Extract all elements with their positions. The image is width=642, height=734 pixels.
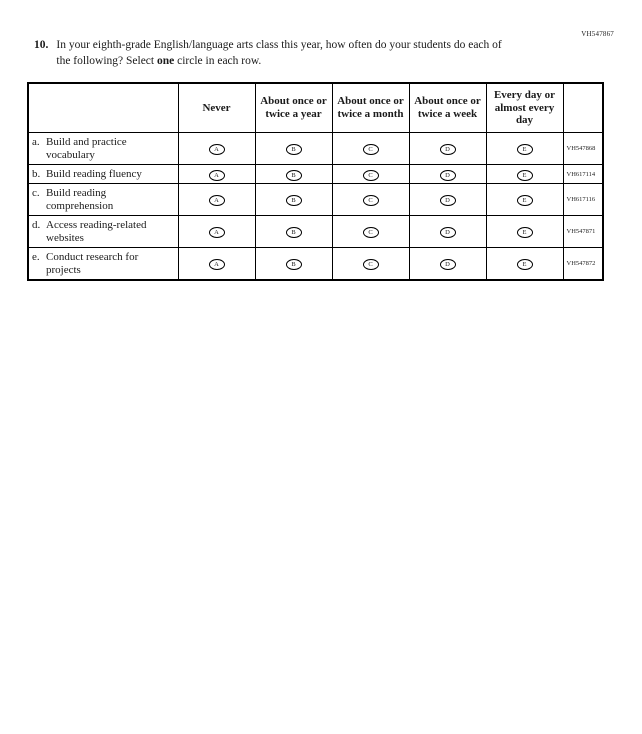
row-text: Access reading-related websites — [46, 218, 147, 244]
option-cell — [409, 133, 486, 165]
option-cell — [486, 248, 563, 281]
option-cell — [332, 165, 409, 184]
row-text: Build and practice vocabulary — [46, 135, 127, 161]
option-cell — [409, 248, 486, 281]
table-row — [28, 216, 603, 248]
row-item-code: VH547868 — [563, 133, 603, 165]
row-letter: c. — [32, 186, 40, 199]
row-letter: a. — [32, 135, 40, 148]
answer-bubble[interactable]: B — [286, 227, 302, 238]
option-cell — [486, 184, 563, 216]
response-matrix — [27, 82, 604, 281]
row-letter: d. — [32, 218, 41, 231]
answer-bubble[interactable]: E — [517, 227, 533, 238]
option-cell — [486, 216, 563, 248]
option-cell — [332, 216, 409, 248]
column-header-never: Never — [178, 83, 255, 133]
option-cell — [409, 184, 486, 216]
header-row — [28, 83, 603, 133]
row-item-code: VH617116 — [563, 184, 603, 216]
column-header-month: About once or twice a month — [332, 83, 409, 133]
question-text-part1: In your eighth-grade English/language arts class this year, how often do your students do each of the following? Select — [56, 39, 502, 67]
row-label-d — [28, 216, 178, 248]
option-cell — [332, 133, 409, 165]
answer-bubble[interactable]: B — [286, 195, 302, 206]
answer-bubble[interactable]: D — [440, 259, 456, 270]
header-code-cell — [563, 83, 603, 133]
answer-bubble[interactable]: E — [517, 195, 533, 206]
answer-bubble[interactable]: B — [286, 170, 302, 181]
option-cell — [178, 248, 255, 281]
row-item-code: VH617114 — [563, 165, 603, 184]
answer-bubble[interactable]: A — [209, 227, 225, 238]
row-item-code: VH547871 — [563, 216, 603, 248]
question-block — [34, 38, 534, 69]
table-row — [28, 248, 603, 281]
answer-bubble[interactable]: C — [363, 195, 379, 206]
answer-bubble[interactable]: B — [286, 144, 302, 155]
answer-bubble[interactable]: A — [209, 170, 225, 181]
row-text: Conduct research for projects — [46, 250, 139, 276]
table-row — [28, 133, 603, 165]
row-label-a — [28, 133, 178, 165]
option-cell — [178, 216, 255, 248]
row-label-b — [28, 165, 178, 184]
option-cell — [332, 248, 409, 281]
table-row — [28, 165, 603, 184]
option-cell — [486, 133, 563, 165]
answer-bubble[interactable]: D — [440, 195, 456, 206]
row-label-c — [28, 184, 178, 216]
question-text-bold: one — [156, 54, 175, 67]
option-cell — [178, 184, 255, 216]
row-text: Build reading comprehension — [46, 186, 114, 212]
option-cell — [178, 133, 255, 165]
option-cell — [178, 165, 255, 184]
answer-bubble[interactable]: A — [209, 144, 225, 155]
row-label-e — [28, 248, 178, 281]
column-header-week: About once or twice a week — [409, 83, 486, 133]
answer-bubble[interactable]: E — [517, 144, 533, 155]
answer-bubble[interactable]: A — [209, 259, 225, 270]
header-corner-cell — [28, 83, 178, 133]
question-number: 10. — [34, 39, 49, 51]
column-header-everyday: Every day or almost every day — [486, 83, 563, 133]
form-accession-code: VH547867 — [581, 30, 614, 38]
row-item-code: VH547872 — [563, 248, 603, 281]
option-cell — [255, 248, 332, 281]
answer-bubble[interactable]: B — [286, 259, 302, 270]
answer-bubble[interactable]: E — [517, 170, 533, 181]
answer-bubble[interactable]: A — [209, 195, 225, 206]
table-row — [28, 184, 603, 216]
answer-bubble[interactable]: D — [440, 227, 456, 238]
column-header-year: About once or twice a year — [255, 83, 332, 133]
question-text-part2: circle in each row. — [174, 54, 262, 67]
row-letter: b. — [32, 167, 41, 180]
answer-bubble[interactable]: C — [363, 170, 379, 181]
option-cell — [332, 184, 409, 216]
option-cell — [255, 184, 332, 216]
answer-bubble[interactable]: C — [363, 144, 379, 155]
option-cell — [409, 165, 486, 184]
answer-bubble[interactable]: C — [363, 227, 379, 238]
answer-bubble[interactable]: E — [517, 259, 533, 270]
row-text: Build reading fluency — [46, 167, 142, 180]
answer-bubble[interactable]: D — [440, 170, 456, 181]
question-text — [56, 38, 518, 69]
option-cell — [255, 216, 332, 248]
option-cell — [255, 165, 332, 184]
answer-bubble[interactable]: D — [440, 144, 456, 155]
option-cell — [255, 133, 332, 165]
row-letter: e. — [32, 250, 40, 263]
answer-bubble[interactable]: C — [363, 259, 379, 270]
option-cell — [486, 165, 563, 184]
option-cell — [409, 216, 486, 248]
